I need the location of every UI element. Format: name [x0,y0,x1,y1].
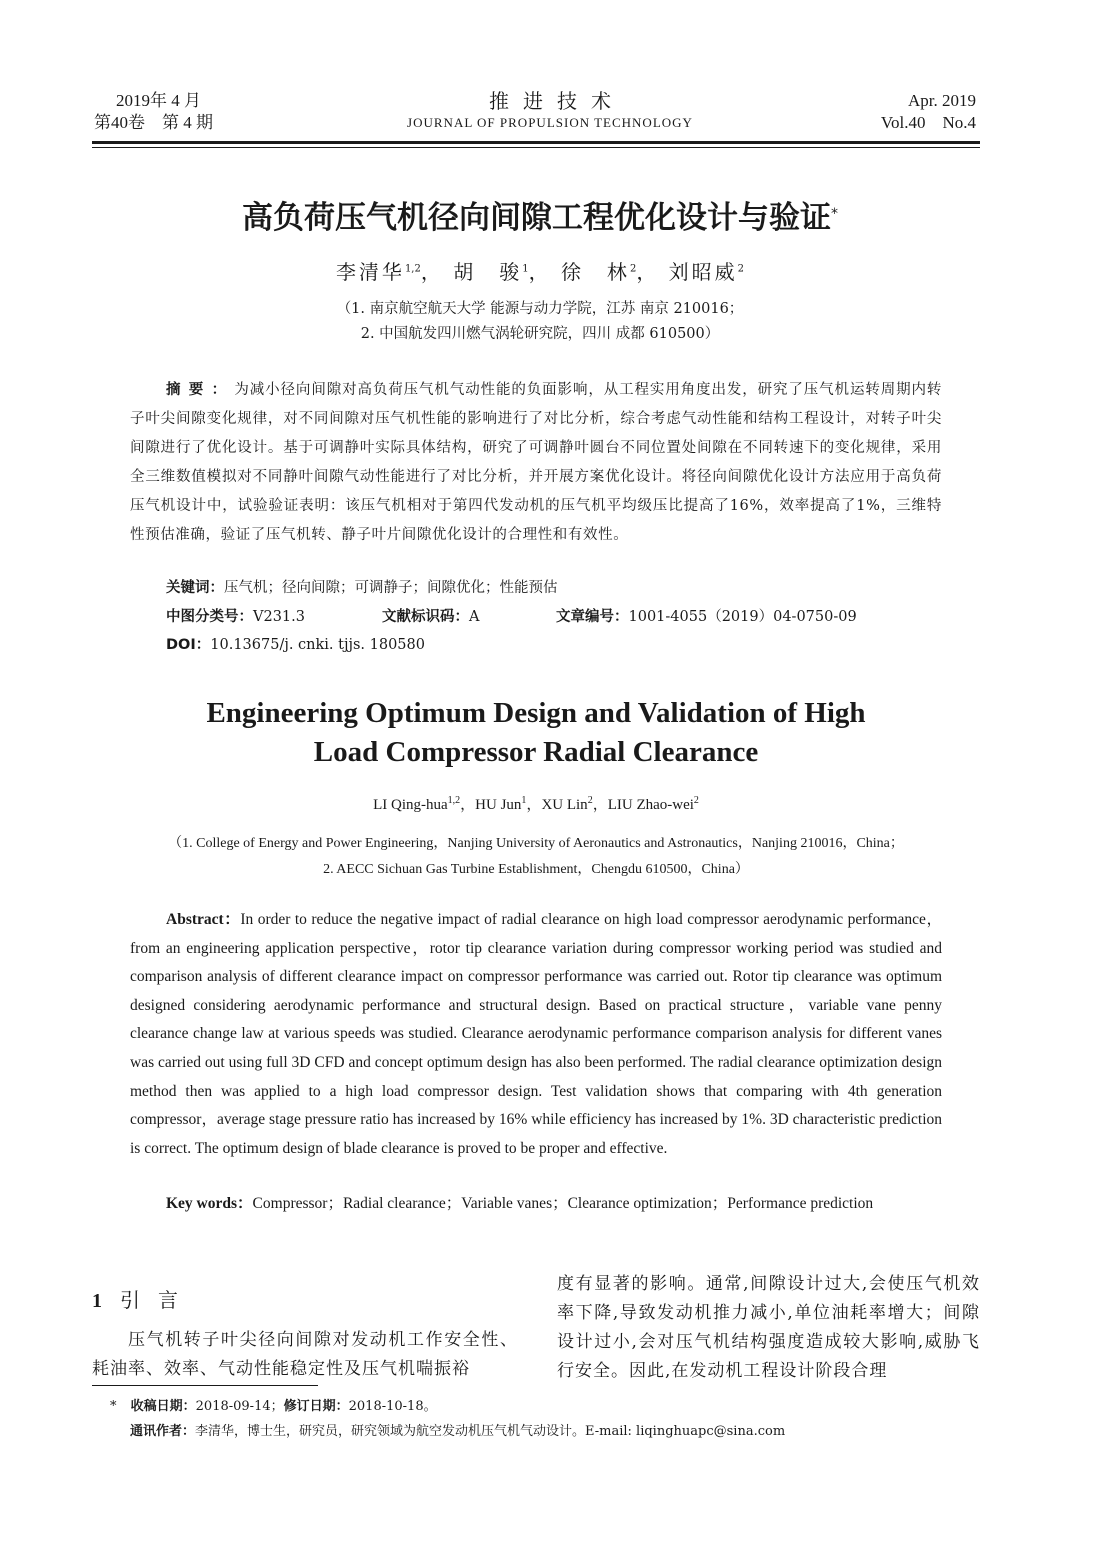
doi-value: 10.13675/j. cnki. tjjs. 180580 [210,637,425,653]
body-text-left-column: 压气机转子叶尖径向间隙对发动机工作安全性、耗油率、效率、气动性能稳定性及压气机喘振裕 [92,1330,518,1379]
doc-code-value: A [469,609,480,625]
title-text-cn: 高负荷压气机径向间隙工程优化设计与验证 [242,200,831,236]
body-text-right-column: 度有显著的影响。通常,间隙设计过大,会使压气机效率下降,导致发动机推力减小,单位油耗率增大；间隙设计过小,会对压气机结构强度造成较大影响,威胁飞行安全。因此,在发动机工程设计阶段合理 [557,1274,980,1381]
issue-date-cn: 2019年 4 月 [116,91,201,110]
title-footnote-mark: * [831,206,838,222]
affiliations-en [100,831,972,883]
received-date: 2018-09-14； [195,1399,284,1414]
journal-name-cn: 推进技术 [489,89,625,113]
title-line-en: Load Compressor Radial Clearance [313,736,759,768]
author-en: LIU Zhao-wei$^2$ [607,795,699,813]
revised-date: 2018-10-18。 [348,1399,437,1414]
author-list-cn [100,254,980,287]
corresponding-author-text: 李清华，博士生，研究员，研究领域为航空发动机压气机气动设计。E-mail: liqinghuapc@sina.com [195,1424,786,1439]
header-left [94,90,213,134]
author-cn: 刘昭威$^2$ [668,259,745,284]
issue-date-en: Apr. 2019 [908,91,976,110]
author-list-en [100,790,972,816]
clc-value: V231.3 [253,609,305,625]
journal-name-en: JOURNAL OF PROPULSION TECHNOLOGY [407,115,693,130]
doc-code-label: 文献标识码： [382,609,469,625]
affiliation-line: （1. 南京航空航天大学 能源与动力学院，江苏 南京 210016； [336,301,744,317]
keywords-text-en: Compressor；Radial clearance；Variable vanes；Clearance optimization；Performance prediction [252,1195,874,1212]
keywords-label-cn: 关键词： [166,580,224,596]
footnote-corresponding-author [130,1422,1000,1442]
author-en: HU Jun$^1$， [475,795,542,813]
keywords-cn [166,576,946,600]
affiliations-cn [100,297,980,347]
header-right [881,90,976,134]
title-line-en: Engineering Optimum Design and Validation of High [206,697,866,729]
header-rule-thick [92,141,980,144]
author-en: XU Lin$^2$， [541,795,608,813]
classification-line [166,605,946,629]
abstract-cn [130,376,942,550]
author-cn: 李清华$^{1,2}$， [335,259,444,284]
volume-issue-cn: 第40卷 第 4 期 [94,113,213,132]
keywords-en [130,1190,942,1219]
corresponding-author-label: 通讯作者： [130,1424,196,1439]
doi-label: DOI： [166,637,211,653]
author-en: LI Qing-hua$^{1,2}$， [373,795,476,813]
footnote-rule [92,1385,318,1386]
article-number-label: 文章编号： [556,609,629,625]
article-number-value: 1001-4055（2019）04-0750-09 [628,609,857,625]
paper-title-cn [100,196,980,240]
author-cn: 徐 林$^2$， [560,259,660,284]
section-title: 引言 [120,1288,196,1312]
keywords-text-cn: 压气机；径向间隙；可调静子；间隙优化；性能预估 [224,580,558,596]
affiliation-line-en: 2. AECC Sichuan Gas Turbine Establishment，Chengdu 610500，China） [323,862,749,877]
abstract-en [130,906,942,1163]
received-label: 收稿日期： [130,1399,196,1414]
section-heading [92,1286,196,1315]
abstract-text-cn: 为减小径向间隙对高负荷压气机气动性能的负面影响，从工程实用角度出发，研究了压气机运转周期内转子叶尖间隙变化规律，对不同间隙对压气机性能的影响进行了对比分析，综合考虑气动性能和结构工程设计，对转子叶尖间隙进行了优化设计。基于可调静叶实际具体结构，研究了可调静叶圆台不同位置处间隙在不同转速下的变化规律，采用全三维数值模拟对不同静叶间隙气动性能进行了对比分析，并开展方案优化设计。将径向间隙优化设计方法应用于高负荷压气机设计中，试验验证表明：该压气机相对于第四代发动机的压气机平均级压比提高了16%，效率提高了1%，三维特性预估准确，验证了压气机转、静子叶片间隙优化设计的合理性和有效性。 [130,382,942,543]
abstract-label-cn: 摘要： [166,382,235,398]
affiliation-line-en: （1. College of Energy and Power Engineering，Nanjing University of Aeronautics and Astronautics，Nanjing 210016，China； [168,836,904,851]
affiliation-line: 2. 中国航发四川燃气涡轮研究院，四川 成都 610500） [360,326,720,342]
revised-label: 修订日期： [283,1399,349,1414]
footnote-mark: * [110,1399,117,1414]
footnote-dates [110,1397,980,1417]
author-cn: 胡 骏$^1$， [453,259,552,284]
volume-issue-en: Vol.40 No.4 [880,113,976,132]
section-number: 1 [92,1290,102,1312]
keywords-label-en: Key words： [166,1195,253,1212]
doi-line [166,633,946,657]
abstract-label-en: Abstract： [166,911,241,928]
header-rule-thin [92,147,980,148]
paper-title-en [100,694,972,772]
journal-masthead [300,88,800,132]
clc-label: 中图分类号： [166,609,253,625]
abstract-text-en: In order to reduce the negative impact of radial clearance on high load compressor aerodynamic performance，from an engineering application perspective，rotor tip clearance variation during compressor working period was studied and comparison analysis of different clearance impact on compressor performance was carried out. Rotor tip clearance was optimum designed considering aerodynamic performance and structural design. Based on practical structure，variable vane penny clearance change law at various speeds was studied. Clearance aerodynamic performance comparison analysis for different vanes was carried out using full 3D CFD and concept optimum design has also been performed. The radial clearance optimization design method then was applied to a high load compressor design. Test validation shows that comparing with 4th generation compressor，average stage pressure ratio has increased by 16% while efficiency has increased by 1%. 3D characteristic prediction is correct. The optimum design of blade clearance is proved to be proper and effective. [130,911,943,1157]
